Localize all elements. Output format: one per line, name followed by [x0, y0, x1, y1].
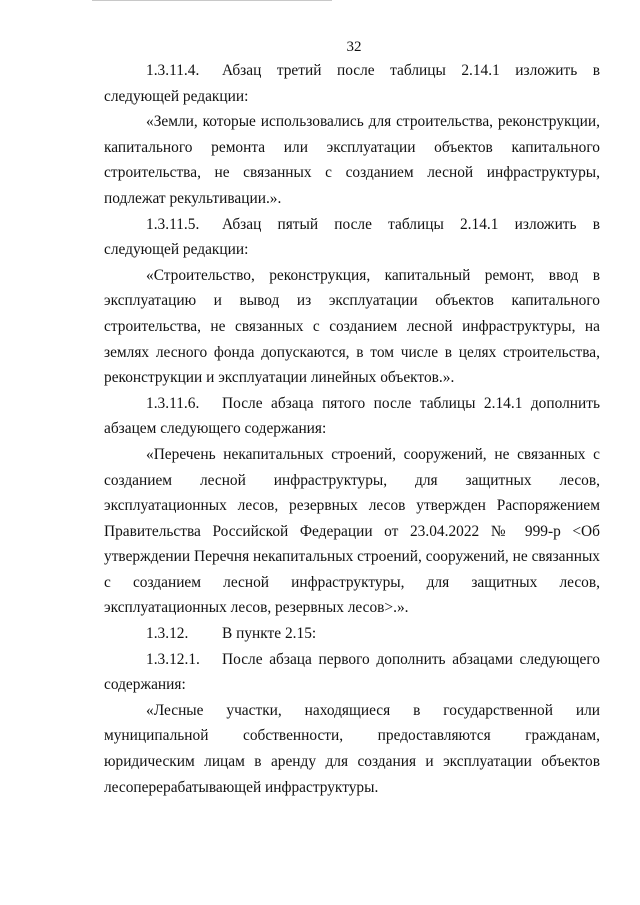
paragraph-number: 1.3.11.5.	[146, 215, 200, 233]
paragraph-number: 1.3.12.	[146, 625, 189, 643]
top-rule	[92, 0, 332, 1]
paragraph-number: 1.3.11.4.	[146, 62, 200, 79]
quoted-paragraph	[104, 698, 600, 800]
paragraph-1-3-11-5	[104, 212, 600, 263]
paragraph-1-3-12-1	[104, 647, 600, 698]
quoted-paragraph	[104, 109, 600, 211]
paragraph-text: Абзац пятый после таблицы 2.14.1 изложить в следующей редакции:	[104, 215, 600, 259]
quoted-paragraph	[104, 263, 600, 391]
quoted-paragraph	[104, 442, 600, 621]
paragraph-text: «Перечень некапитальных строений, сооружений, не связанных с созданием лесной инфраструктуры, для защитных лесов, эксплуатационных лесов, резервных лесов утвержден Распоряжением Правительства Российской Федерации от 23.04.2022 № 999-р <Об утверждении Перечня некапитальных строений, сооружений, не связанных с созданием лесной инфраструктуры, для защитных лесов, эксплуатационных лесов, резервных лесов>.».	[104, 445, 600, 617]
paragraph-1-3-12	[104, 621, 600, 647]
paragraph-text: «Строительство, реконструкция, капитальный ремонт, ввод в эксплуатацию и вывод из эксплуатации объектов капитального строительства, не связанных с созданием лесной инфраструктуры, на землях лесного фонда допускаются, в том числе в целях строительства, реконструкции и эксплуатации линейных объектов.».	[104, 266, 600, 387]
paragraph-text: После абзаца пятого после таблицы 2.14.1 дополнить абзацем следующего содержания:	[104, 394, 600, 438]
paragraph-number: 1.3.12.1.	[146, 650, 200, 668]
document-body	[104, 58, 600, 800]
paragraph-text: Абзац третий после таблицы 2.14.1 изложить в следующей редакции:	[104, 62, 600, 105]
paragraph-text: «Лесные участки, находящиеся в государственной или муниципальной собственности, предоставляются гражданам, юридическим лицам в аренду для создания и эксплуатации объектов лесоперерабатывающей инфраструктуры.	[104, 701, 600, 796]
paragraph-text: «Земли, которые использовались для строительства, реконструкции, капитального ремонта или эксплуатации объектов капитального строительства, не связанных с созданием лесной инфраструктуры, подлежат рекультивации.».	[104, 113, 600, 207]
paragraph-1-3-11-4	[104, 58, 600, 109]
paragraph-text: В пункте 2.15:	[222, 625, 317, 643]
page-number: 32	[346, 39, 362, 55]
paragraph-number: 1.3.11.6.	[146, 394, 200, 412]
paragraph-1-3-11-6	[104, 391, 600, 442]
paragraph-text: После абзаца первого дополнить абзацами следующего содержания:	[104, 650, 600, 694]
